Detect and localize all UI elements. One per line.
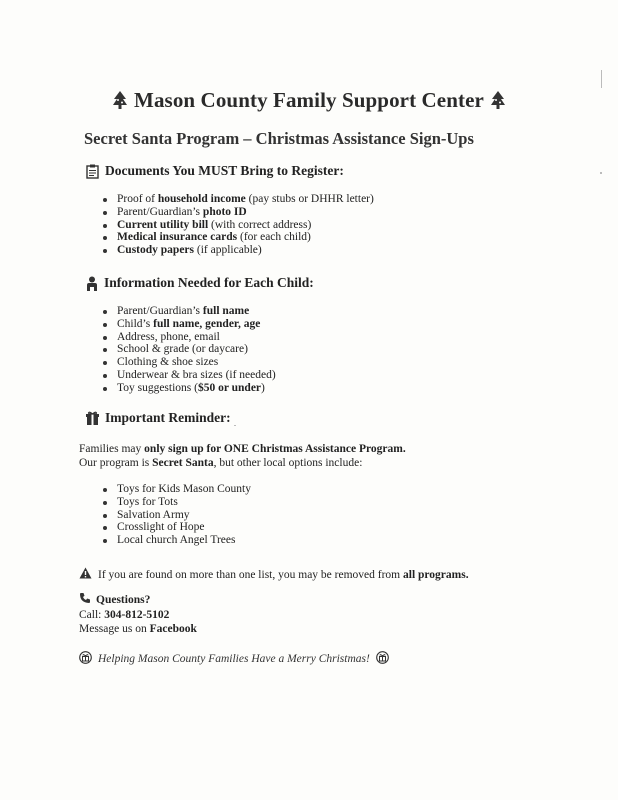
text-run: (pay stubs or DHHR letter) bbox=[245, 193, 374, 205]
reminder-line-2 bbox=[79, 457, 362, 471]
list-item bbox=[103, 219, 374, 232]
emphasis-text: full name, gender, age bbox=[153, 317, 261, 330]
text-run: Call: bbox=[79, 609, 105, 621]
scan-speck bbox=[234, 425, 236, 426]
text-run: Proof of bbox=[117, 193, 158, 205]
list-item bbox=[103, 305, 276, 318]
emphasis-text: Facebook bbox=[149, 623, 197, 635]
emphasis-text: photo ID bbox=[202, 205, 247, 218]
warning-text bbox=[98, 569, 469, 581]
emphasis-text: full name bbox=[202, 305, 250, 317]
text-run: Salvation Army bbox=[117, 508, 190, 521]
child-info-heading-text: Information Needed for Each Child: bbox=[104, 275, 314, 290]
contact-heading bbox=[79, 592, 197, 608]
scan-speck bbox=[600, 172, 602, 174]
text-run: (if applicable) bbox=[194, 244, 262, 257]
contact-section bbox=[79, 592, 197, 636]
assistance-options-list bbox=[103, 483, 251, 547]
facebook-line bbox=[79, 622, 197, 636]
text-run: Underwear & bra sizes (if needed) bbox=[117, 368, 276, 381]
emphasis-text: Custody papers bbox=[117, 244, 195, 257]
emphasis-text: household income bbox=[157, 193, 246, 205]
page-title bbox=[0, 88, 618, 116]
emphasis-text: all programs. bbox=[403, 568, 469, 581]
list-item bbox=[103, 509, 251, 522]
documents-list bbox=[103, 193, 374, 257]
emphasis-text: Medical insurance cards bbox=[117, 231, 238, 244]
list-item bbox=[103, 382, 276, 395]
text-run: Address, phone, email bbox=[117, 330, 220, 343]
list-item bbox=[103, 534, 251, 547]
emphasis-text: $50 or under bbox=[197, 381, 262, 394]
contact-heading-text: Questions? bbox=[96, 594, 151, 606]
christmas-tree-icon bbox=[490, 90, 506, 116]
footer-message bbox=[79, 651, 389, 667]
warning-note bbox=[79, 567, 469, 582]
text-run: Local church Angel Trees bbox=[117, 534, 236, 547]
documents-heading bbox=[86, 163, 344, 179]
gift-small-icon bbox=[79, 651, 92, 667]
list-item bbox=[103, 521, 251, 534]
footer-text: Helping Mason County Families Have a Merry Christmas! bbox=[98, 653, 370, 665]
reminder-heading-text: Important Reminder: bbox=[105, 410, 231, 425]
documents-heading-text: Documents You MUST Bring to Register: bbox=[105, 163, 344, 178]
list-item bbox=[103, 206, 374, 219]
text-run: ) bbox=[261, 381, 265, 394]
text-run: , but other local options include: bbox=[213, 457, 363, 469]
text-run: Toys for Tots bbox=[117, 495, 178, 508]
reminder-heading bbox=[86, 410, 231, 426]
text-run: Message us on bbox=[79, 623, 150, 635]
text-run: School & grade (or daycare) bbox=[117, 343, 248, 356]
text-run: Child’s bbox=[117, 317, 154, 330]
text-run: If you are found on more than one list, you may be removed from bbox=[98, 568, 403, 581]
text-run: Our program is bbox=[79, 457, 153, 469]
list-item bbox=[103, 496, 251, 509]
text-run: Parent/Guardian’s bbox=[117, 305, 203, 317]
text-run: (with correct address) bbox=[208, 218, 312, 231]
christmas-tree-icon bbox=[112, 90, 128, 116]
text-run: (for each child) bbox=[237, 231, 311, 244]
list-item bbox=[103, 244, 374, 257]
phone-icon bbox=[79, 592, 91, 608]
reminder-line-1 bbox=[79, 443, 406, 457]
warning-icon bbox=[79, 567, 92, 582]
child-info-heading bbox=[86, 275, 314, 291]
list-item bbox=[103, 356, 276, 369]
list-item bbox=[103, 331, 276, 344]
text-run: Families may bbox=[79, 443, 145, 455]
text-run: Toys for Kids Mason County bbox=[117, 483, 252, 495]
title-text: Mason County Family Support Center bbox=[134, 88, 484, 112]
emphasis-text: only sign up for ONE Christmas Assistance Program. bbox=[144, 443, 406, 455]
text-run: Clothing & shoe sizes bbox=[117, 356, 219, 369]
child-icon bbox=[86, 276, 98, 291]
page-subtitle: Secret Santa Program – Christmas Assistance Sign-Ups bbox=[84, 129, 474, 148]
emphasis-text: Current utility bill bbox=[117, 218, 209, 231]
list-item bbox=[103, 318, 276, 331]
scan-speck bbox=[601, 70, 602, 88]
child-info-list bbox=[103, 305, 276, 395]
list-item bbox=[103, 483, 251, 496]
clipboard-icon bbox=[86, 164, 99, 179]
list-item bbox=[103, 369, 276, 382]
gift-small-icon bbox=[376, 651, 389, 667]
list-item bbox=[103, 343, 276, 356]
gift-icon bbox=[86, 411, 99, 425]
list-item bbox=[103, 193, 374, 206]
emphasis-text: Secret Santa bbox=[152, 457, 214, 469]
text-run: Toy suggestions ( bbox=[117, 381, 198, 394]
phone-line bbox=[79, 608, 197, 622]
text-run: Parent/Guardian’s bbox=[117, 205, 203, 218]
text-run: Crosslight of Hope bbox=[117, 521, 205, 534]
emphasis-text: 304-812-5102 bbox=[104, 609, 170, 621]
list-item bbox=[103, 231, 374, 244]
